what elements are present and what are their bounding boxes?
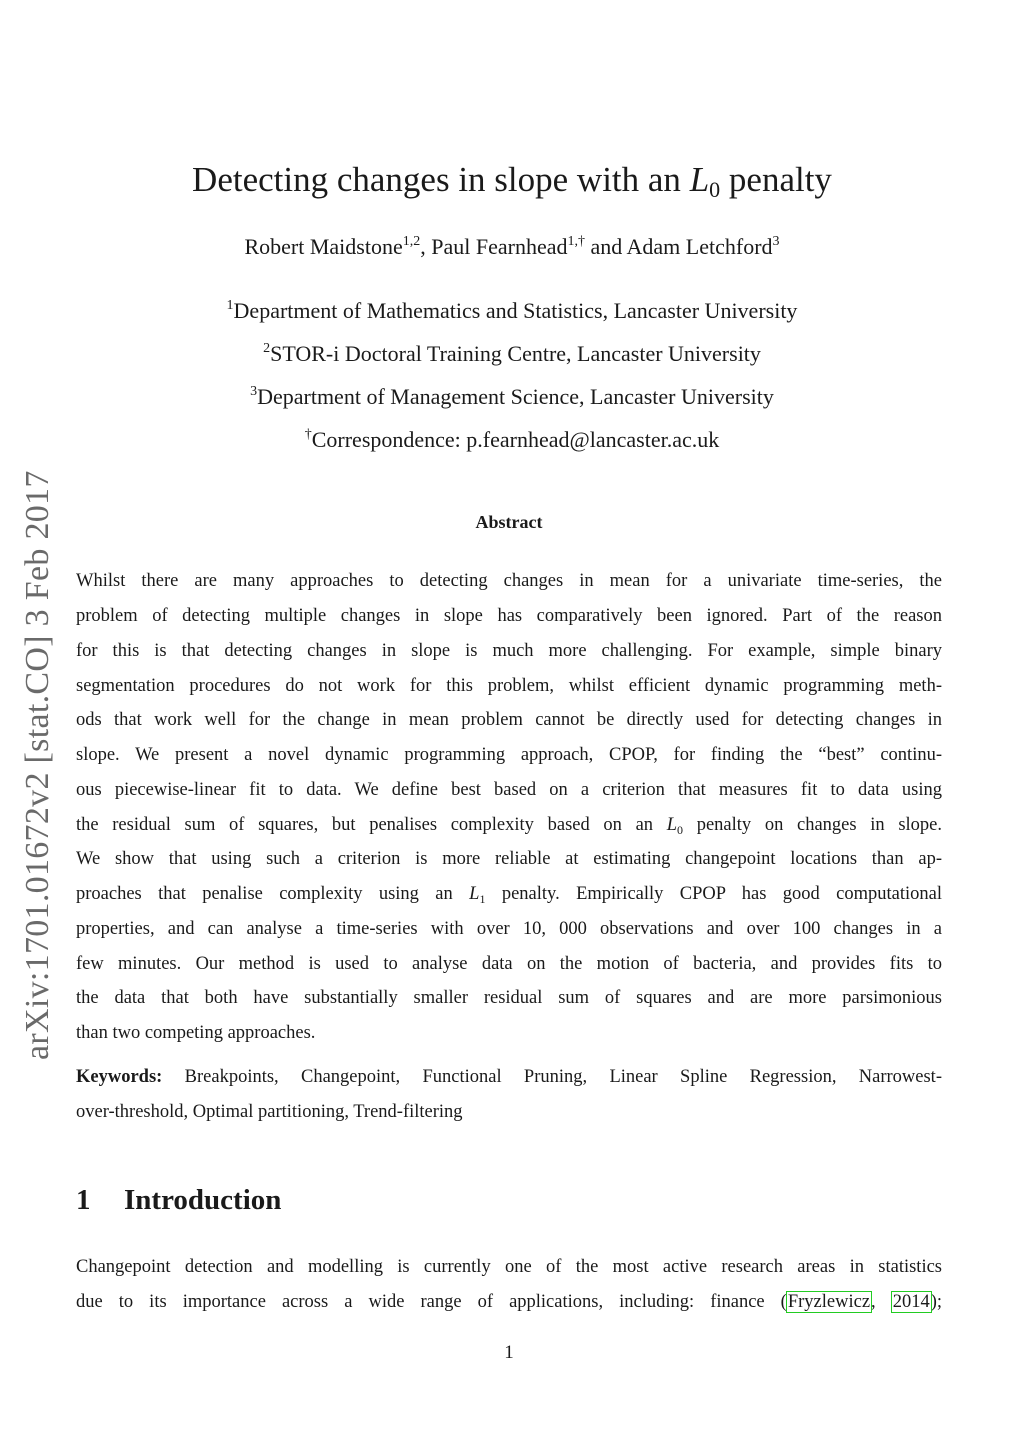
abstract-line: segmentation procedures do not work for this problem, whilst efficient dynamic programming meth- (76, 676, 942, 696)
keywords-line: Keywords: Breakpoints, Changepoint, Functional Pruning, Linear Spline Regression, Narrowest- (76, 1067, 942, 1087)
abstract-line: problem of detecting multiple changes in slope has comparatively been ignored. Part of the reason (76, 606, 942, 626)
keywords-label: Keywords: (76, 1067, 163, 1087)
section-heading: 1 Introduction (76, 1184, 282, 1216)
abstract-line: Whilst there are many approaches to detecting changes in mean for a univariate time-series, the (76, 571, 942, 591)
abstract-line: than two competing approaches. (76, 1023, 316, 1043)
abstract-line: proaches that penalise complexity using an $L_1$ penalty. Empirically CPOP has good computational (76, 884, 942, 906)
abstract-line: properties, and can analyse a time-series with over 10, 000 observations and over 100 changes in a (76, 919, 942, 939)
affiliation: $^1$Department of Mathematics and Statistics, Lancaster University (226, 298, 798, 323)
intro-line: due to its importance across a wide range of applications, including: finance (Fryzlewicz, 2014); (76, 1292, 943, 1312)
arxiv-stamp: arXiv:1701.01672v2 [stat.CO] 3 Feb 2017 (19, 470, 56, 1060)
abstract-line: the residual sum of squares, but penalises complexity based on an $L_0$ penalty on changes in slope. (76, 815, 942, 837)
keywords-line: over-threshold, Optimal partitioning, Trend-filtering (76, 1102, 463, 1122)
abstract-line: for this is that detecting changes in slope is much more challenging. For example, simple binary (76, 641, 942, 661)
abstract-line: ods that work well for the change in mean problem cannot be directly used for detecting changes in (76, 710, 942, 730)
abstract-line: the data that both have substantially smaller residual sum of squares and are more parsimonious (76, 988, 942, 1008)
abstract-line: ous piecewise-linear fit to data. We define best based on a criterion that measures fit to data using (76, 780, 942, 800)
abstract-heading: Abstract (475, 512, 543, 532)
abstract-line: We show that using such a criterion is more reliable at estimating changepoint locations than ap- (76, 849, 942, 869)
abstract-line: few minutes. Our method is used to analyse data on the motion of bacteria, and provides fits to (76, 954, 942, 974)
affiliation: $^2$STOR-i Doctoral Training Centre, Lancaster University (263, 341, 761, 366)
author-name: Robert Maidstone (244, 234, 403, 259)
author-name: Adam Letchford (626, 234, 773, 259)
citation-link-year[interactable]: 2014 (892, 1292, 930, 1312)
author-name: Paul Fearnhead (431, 234, 568, 259)
abstract-line: slope. We present a novel dynamic programming approach, CPOP, for finding the “best” continu- (76, 745, 942, 765)
paper-title: Detecting changes in slope with an $L_0$ penalty (192, 160, 832, 202)
page-number: 1 (504, 1342, 514, 1363)
title-math-symbol: L (689, 160, 710, 199)
citation-link-author[interactable]: Fryzlewicz (787, 1292, 871, 1312)
author-list: Robert Maidstone$^{1,2}$, Paul Fearnhead$^{1,\dagger}$ and Adam Letchford$^3$ (244, 234, 780, 259)
affiliation: $^3$Department of Management Science, Lancaster University (250, 384, 774, 409)
intro-line: Changepoint detection and modelling is currently one of the most active research areas in statistics (76, 1257, 942, 1277)
correspondence: †Correspondence: p.fearnhead@lancaster.ac.uk (304, 427, 720, 452)
